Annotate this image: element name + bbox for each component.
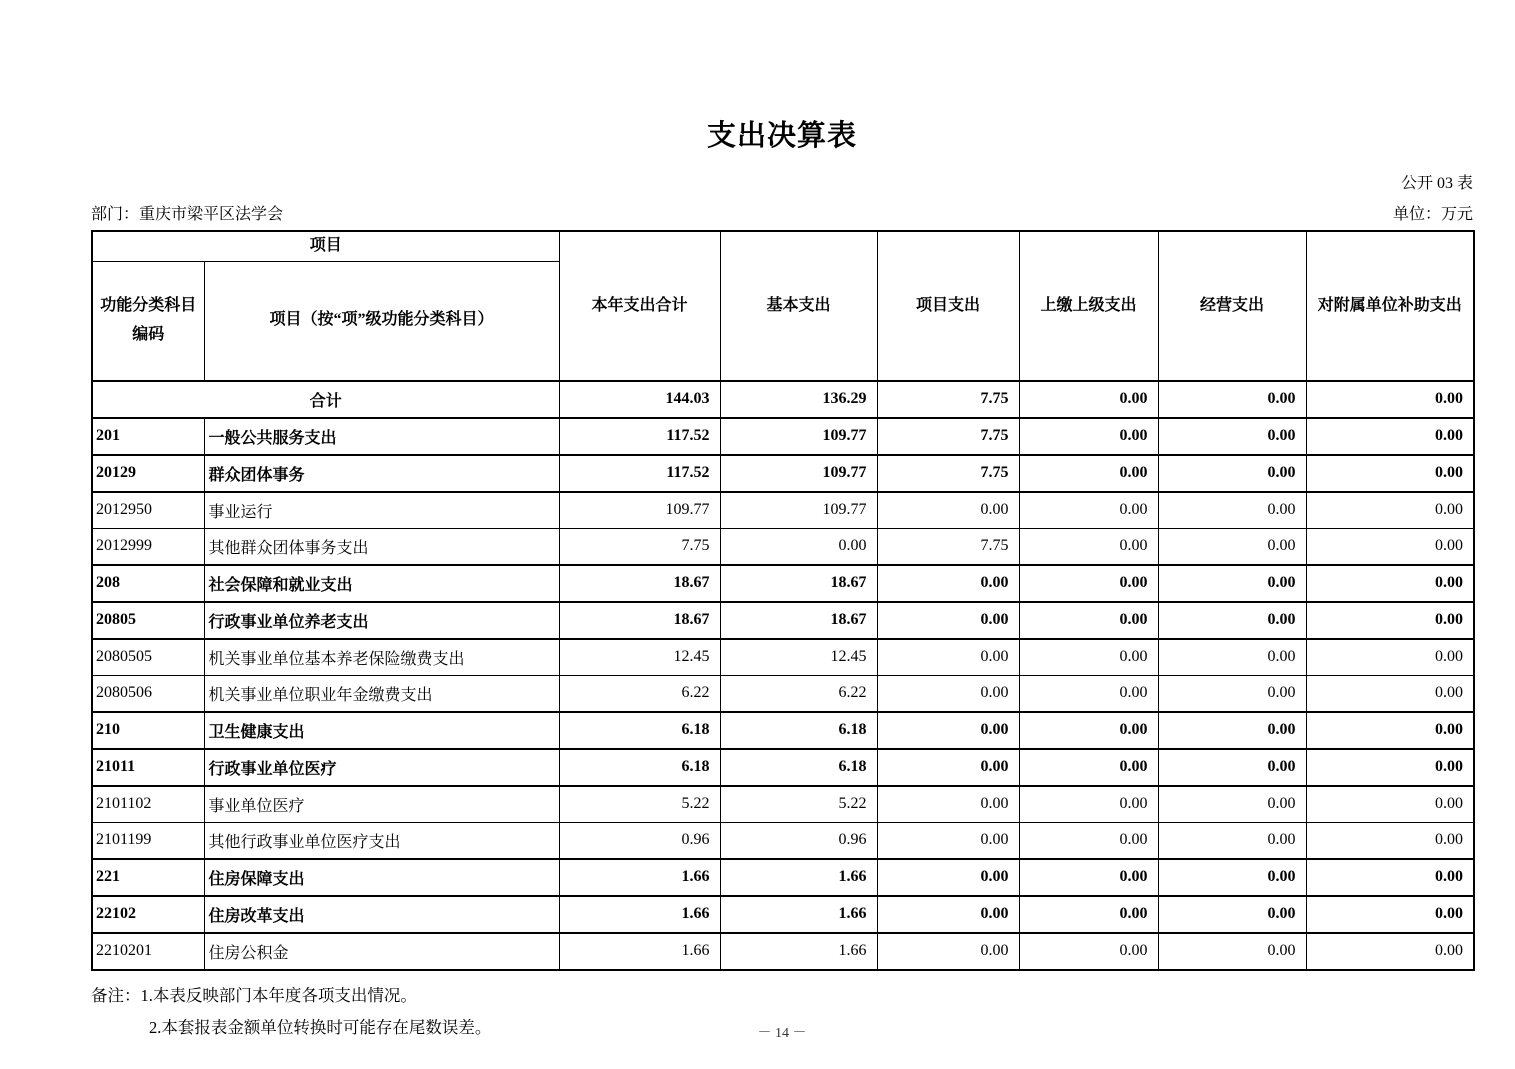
value-cell: 7.75 bbox=[877, 381, 1019, 418]
item-name-cell: 卫生健康支出 bbox=[204, 712, 559, 749]
value-cell: 0.00 bbox=[877, 749, 1019, 786]
value-cell: 18.67 bbox=[559, 602, 720, 639]
table-row bbox=[92, 639, 1474, 676]
header-upward-payment: 上缴上级支出 bbox=[1019, 231, 1158, 381]
value-cell: 0.00 bbox=[1306, 786, 1474, 823]
value-cell: 0.00 bbox=[1306, 859, 1474, 896]
value-cell: 144.03 bbox=[559, 381, 720, 418]
value-cell: 0.00 bbox=[1306, 528, 1474, 565]
function-code-cell: 210 bbox=[92, 712, 204, 749]
table-row bbox=[92, 749, 1474, 786]
table-number: 公开 03 表 bbox=[1400, 175, 1473, 192]
value-cell: 0.00 bbox=[1158, 675, 1306, 712]
value-cell: 0.00 bbox=[1158, 602, 1306, 639]
item-name-cell: 一般公共服务支出 bbox=[204, 418, 559, 455]
value-cell: 0.00 bbox=[1306, 822, 1474, 859]
item-name-cell: 其他群众团体事务支出 bbox=[204, 528, 559, 565]
value-cell: 0.00 bbox=[1019, 749, 1158, 786]
table-row bbox=[92, 933, 1474, 970]
value-cell: 5.22 bbox=[559, 786, 720, 823]
value-cell: 0.96 bbox=[559, 822, 720, 859]
function-code-cell: 2012999 bbox=[92, 528, 204, 565]
item-name-cell: 行政事业单位医疗 bbox=[204, 749, 559, 786]
value-cell: 0.00 bbox=[1306, 565, 1474, 602]
function-code-cell: 20129 bbox=[92, 455, 204, 492]
unit-label: 单位：万元 bbox=[1392, 206, 1473, 223]
value-cell: 18.67 bbox=[720, 602, 877, 639]
table-row bbox=[92, 602, 1474, 639]
value-cell: 6.22 bbox=[559, 675, 720, 712]
function-code-cell: 2080506 bbox=[92, 675, 204, 712]
value-cell: 0.00 bbox=[1158, 492, 1306, 529]
value-cell: 0.00 bbox=[877, 565, 1019, 602]
value-cell: 0.00 bbox=[1158, 455, 1306, 492]
value-cell: 0.00 bbox=[877, 602, 1019, 639]
header-total-expenditure: 本年支出合计 bbox=[559, 231, 720, 381]
value-cell: 0.00 bbox=[1306, 933, 1474, 970]
table-row bbox=[92, 822, 1474, 859]
value-cell: 6.22 bbox=[720, 675, 877, 712]
value-cell: 109.77 bbox=[720, 418, 877, 455]
function-code-cell: 201 bbox=[92, 418, 204, 455]
function-code-cell: 2080505 bbox=[92, 639, 204, 676]
value-cell: 0.00 bbox=[1306, 675, 1474, 712]
value-cell: 0.00 bbox=[1158, 786, 1306, 823]
function-code-cell: 20805 bbox=[92, 602, 204, 639]
item-name-cell: 机关事业单位基本养老保险缴费支出 bbox=[204, 639, 559, 676]
header-function-code: 功能分类科目编码 bbox=[92, 261, 204, 381]
function-code-cell: 221 bbox=[92, 859, 204, 896]
item-name-cell: 住房公积金 bbox=[204, 933, 559, 970]
function-code-cell: 22102 bbox=[92, 896, 204, 933]
value-cell: 0.00 bbox=[1019, 381, 1158, 418]
value-cell: 109.77 bbox=[720, 455, 877, 492]
value-cell: 0.00 bbox=[877, 933, 1019, 970]
value-cell: 0.00 bbox=[1306, 418, 1474, 455]
table-row bbox=[92, 859, 1474, 896]
value-cell: 12.45 bbox=[720, 639, 877, 676]
value-cell: 0.00 bbox=[1019, 492, 1158, 529]
value-cell: 12.45 bbox=[559, 639, 720, 676]
value-cell: 0.00 bbox=[1306, 381, 1474, 418]
header-basic-expenditure: 基本支出 bbox=[720, 231, 877, 381]
value-cell: 0.00 bbox=[877, 712, 1019, 749]
item-name-cell: 群众团体事务 bbox=[204, 455, 559, 492]
value-cell: 7.75 bbox=[877, 418, 1019, 455]
value-cell: 0.00 bbox=[1019, 639, 1158, 676]
table-row bbox=[92, 492, 1474, 529]
total-row bbox=[92, 381, 1474, 418]
value-cell: 0.00 bbox=[1019, 786, 1158, 823]
value-cell: 6.18 bbox=[559, 712, 720, 749]
value-cell: 0.00 bbox=[1158, 712, 1306, 749]
value-cell: 0.00 bbox=[1019, 896, 1158, 933]
header-project-expenditure: 项目支出 bbox=[877, 231, 1019, 381]
item-name-cell: 社会保障和就业支出 bbox=[204, 565, 559, 602]
note-line-2: 2.本套报表金额单位转换时可能存在尾数误差。 bbox=[149, 1017, 492, 1037]
value-cell: 0.00 bbox=[1158, 418, 1306, 455]
value-cell: 0.00 bbox=[1019, 565, 1158, 602]
header-operating-expenditure: 经营支出 bbox=[1158, 231, 1306, 381]
item-name-cell: 事业运行 bbox=[204, 492, 559, 529]
value-cell: 0.00 bbox=[1158, 381, 1306, 418]
value-cell: 0.00 bbox=[1306, 492, 1474, 529]
value-cell: 1.66 bbox=[559, 859, 720, 896]
table-row bbox=[92, 455, 1474, 492]
value-cell: 0.00 bbox=[1158, 565, 1306, 602]
value-cell: 1.66 bbox=[559, 933, 720, 970]
table-body bbox=[92, 381, 1474, 970]
value-cell: 0.00 bbox=[1158, 933, 1306, 970]
header-item-name: 项目（按“项”级功能分类科目） bbox=[204, 261, 559, 381]
item-name-cell: 住房保障支出 bbox=[204, 859, 559, 896]
value-cell: 1.66 bbox=[720, 896, 877, 933]
value-cell: 136.29 bbox=[720, 381, 877, 418]
function-code-cell: 2012950 bbox=[92, 492, 204, 529]
expenditure-table bbox=[91, 230, 1475, 971]
value-cell: 117.52 bbox=[559, 418, 720, 455]
page-title: 支出决算表 bbox=[706, 120, 857, 152]
value-cell: 0.00 bbox=[1158, 639, 1306, 676]
function-code-cell: 2101199 bbox=[92, 822, 204, 859]
note-line-1: 备注：1.本表反映部门本年度各项支出情况。 bbox=[91, 985, 417, 1005]
table-row bbox=[92, 565, 1474, 602]
value-cell: 6.18 bbox=[559, 749, 720, 786]
value-cell: 1.66 bbox=[559, 896, 720, 933]
value-cell: 0.00 bbox=[1158, 749, 1306, 786]
value-cell: 6.18 bbox=[720, 712, 877, 749]
value-cell: 0.00 bbox=[877, 675, 1019, 712]
value-cell: 0.00 bbox=[877, 859, 1019, 896]
value-cell: 0.00 bbox=[1158, 859, 1306, 896]
value-cell: 0.00 bbox=[1019, 418, 1158, 455]
value-cell: 0.96 bbox=[720, 822, 877, 859]
function-code-cell: 21011 bbox=[92, 749, 204, 786]
value-cell: 0.00 bbox=[1019, 455, 1158, 492]
value-cell: 0.00 bbox=[877, 822, 1019, 859]
total-label-cell: 合计 bbox=[92, 381, 559, 418]
page-number: － 14 － bbox=[757, 1026, 807, 1041]
content-area bbox=[91, 0, 1473, 1044]
function-code-cell: 2210201 bbox=[92, 933, 204, 970]
value-cell: 0.00 bbox=[1158, 822, 1306, 859]
table-row bbox=[92, 675, 1474, 712]
function-code-cell: 208 bbox=[92, 565, 204, 602]
value-cell: 0.00 bbox=[1306, 455, 1474, 492]
table-row bbox=[92, 528, 1474, 565]
value-cell: 0.00 bbox=[1019, 675, 1158, 712]
value-cell: 1.66 bbox=[720, 933, 877, 970]
header-subsidy-to-affiliates: 对附属单位补助支出 bbox=[1306, 231, 1474, 381]
item-name-cell: 住房改革支出 bbox=[204, 896, 559, 933]
value-cell: 0.00 bbox=[1019, 822, 1158, 859]
value-cell: 6.18 bbox=[720, 749, 877, 786]
value-cell: 7.75 bbox=[877, 455, 1019, 492]
value-cell: 0.00 bbox=[1158, 528, 1306, 565]
value-cell: 0.00 bbox=[1306, 712, 1474, 749]
value-cell: 18.67 bbox=[720, 565, 877, 602]
table-header bbox=[92, 231, 1474, 381]
value-cell: 0.00 bbox=[1306, 896, 1474, 933]
value-cell: 5.22 bbox=[720, 786, 877, 823]
value-cell: 0.00 bbox=[1019, 859, 1158, 896]
value-cell: 0.00 bbox=[1019, 528, 1158, 565]
value-cell: 0.00 bbox=[1306, 639, 1474, 676]
value-cell: 0.00 bbox=[1019, 933, 1158, 970]
item-name-cell: 机关事业单位职业年金缴费支出 bbox=[204, 675, 559, 712]
value-cell: 0.00 bbox=[1019, 602, 1158, 639]
value-cell: 0.00 bbox=[877, 639, 1019, 676]
department-label: 部门：重庆市梁平区法学会 bbox=[91, 206, 284, 223]
table-row bbox=[92, 712, 1474, 749]
value-cell: 7.75 bbox=[559, 528, 720, 565]
value-cell: 7.75 bbox=[877, 528, 1019, 565]
value-cell: 109.77 bbox=[559, 492, 720, 529]
value-cell: 0.00 bbox=[877, 786, 1019, 823]
value-cell: 0.00 bbox=[877, 896, 1019, 933]
function-code-cell: 2101102 bbox=[92, 786, 204, 823]
value-cell: 109.77 bbox=[720, 492, 877, 529]
table-row bbox=[92, 896, 1474, 933]
table-row bbox=[92, 786, 1474, 823]
item-name-cell: 其他行政事业单位医疗支出 bbox=[204, 822, 559, 859]
value-cell: 0.00 bbox=[720, 528, 877, 565]
value-cell: 0.00 bbox=[1306, 602, 1474, 639]
header-project-group: 项目 bbox=[92, 231, 559, 261]
item-name-cell: 行政事业单位养老支出 bbox=[204, 602, 559, 639]
value-cell: 0.00 bbox=[1306, 749, 1474, 786]
item-name-cell: 事业单位医疗 bbox=[204, 786, 559, 823]
value-cell: 0.00 bbox=[1158, 896, 1306, 933]
value-cell: 0.00 bbox=[877, 492, 1019, 529]
value-cell: 117.52 bbox=[559, 455, 720, 492]
meta-row bbox=[91, 205, 1473, 225]
value-cell: 0.00 bbox=[1019, 712, 1158, 749]
value-cell: 1.66 bbox=[720, 859, 877, 896]
value-cell: 18.67 bbox=[559, 565, 720, 602]
table-row bbox=[92, 418, 1474, 455]
